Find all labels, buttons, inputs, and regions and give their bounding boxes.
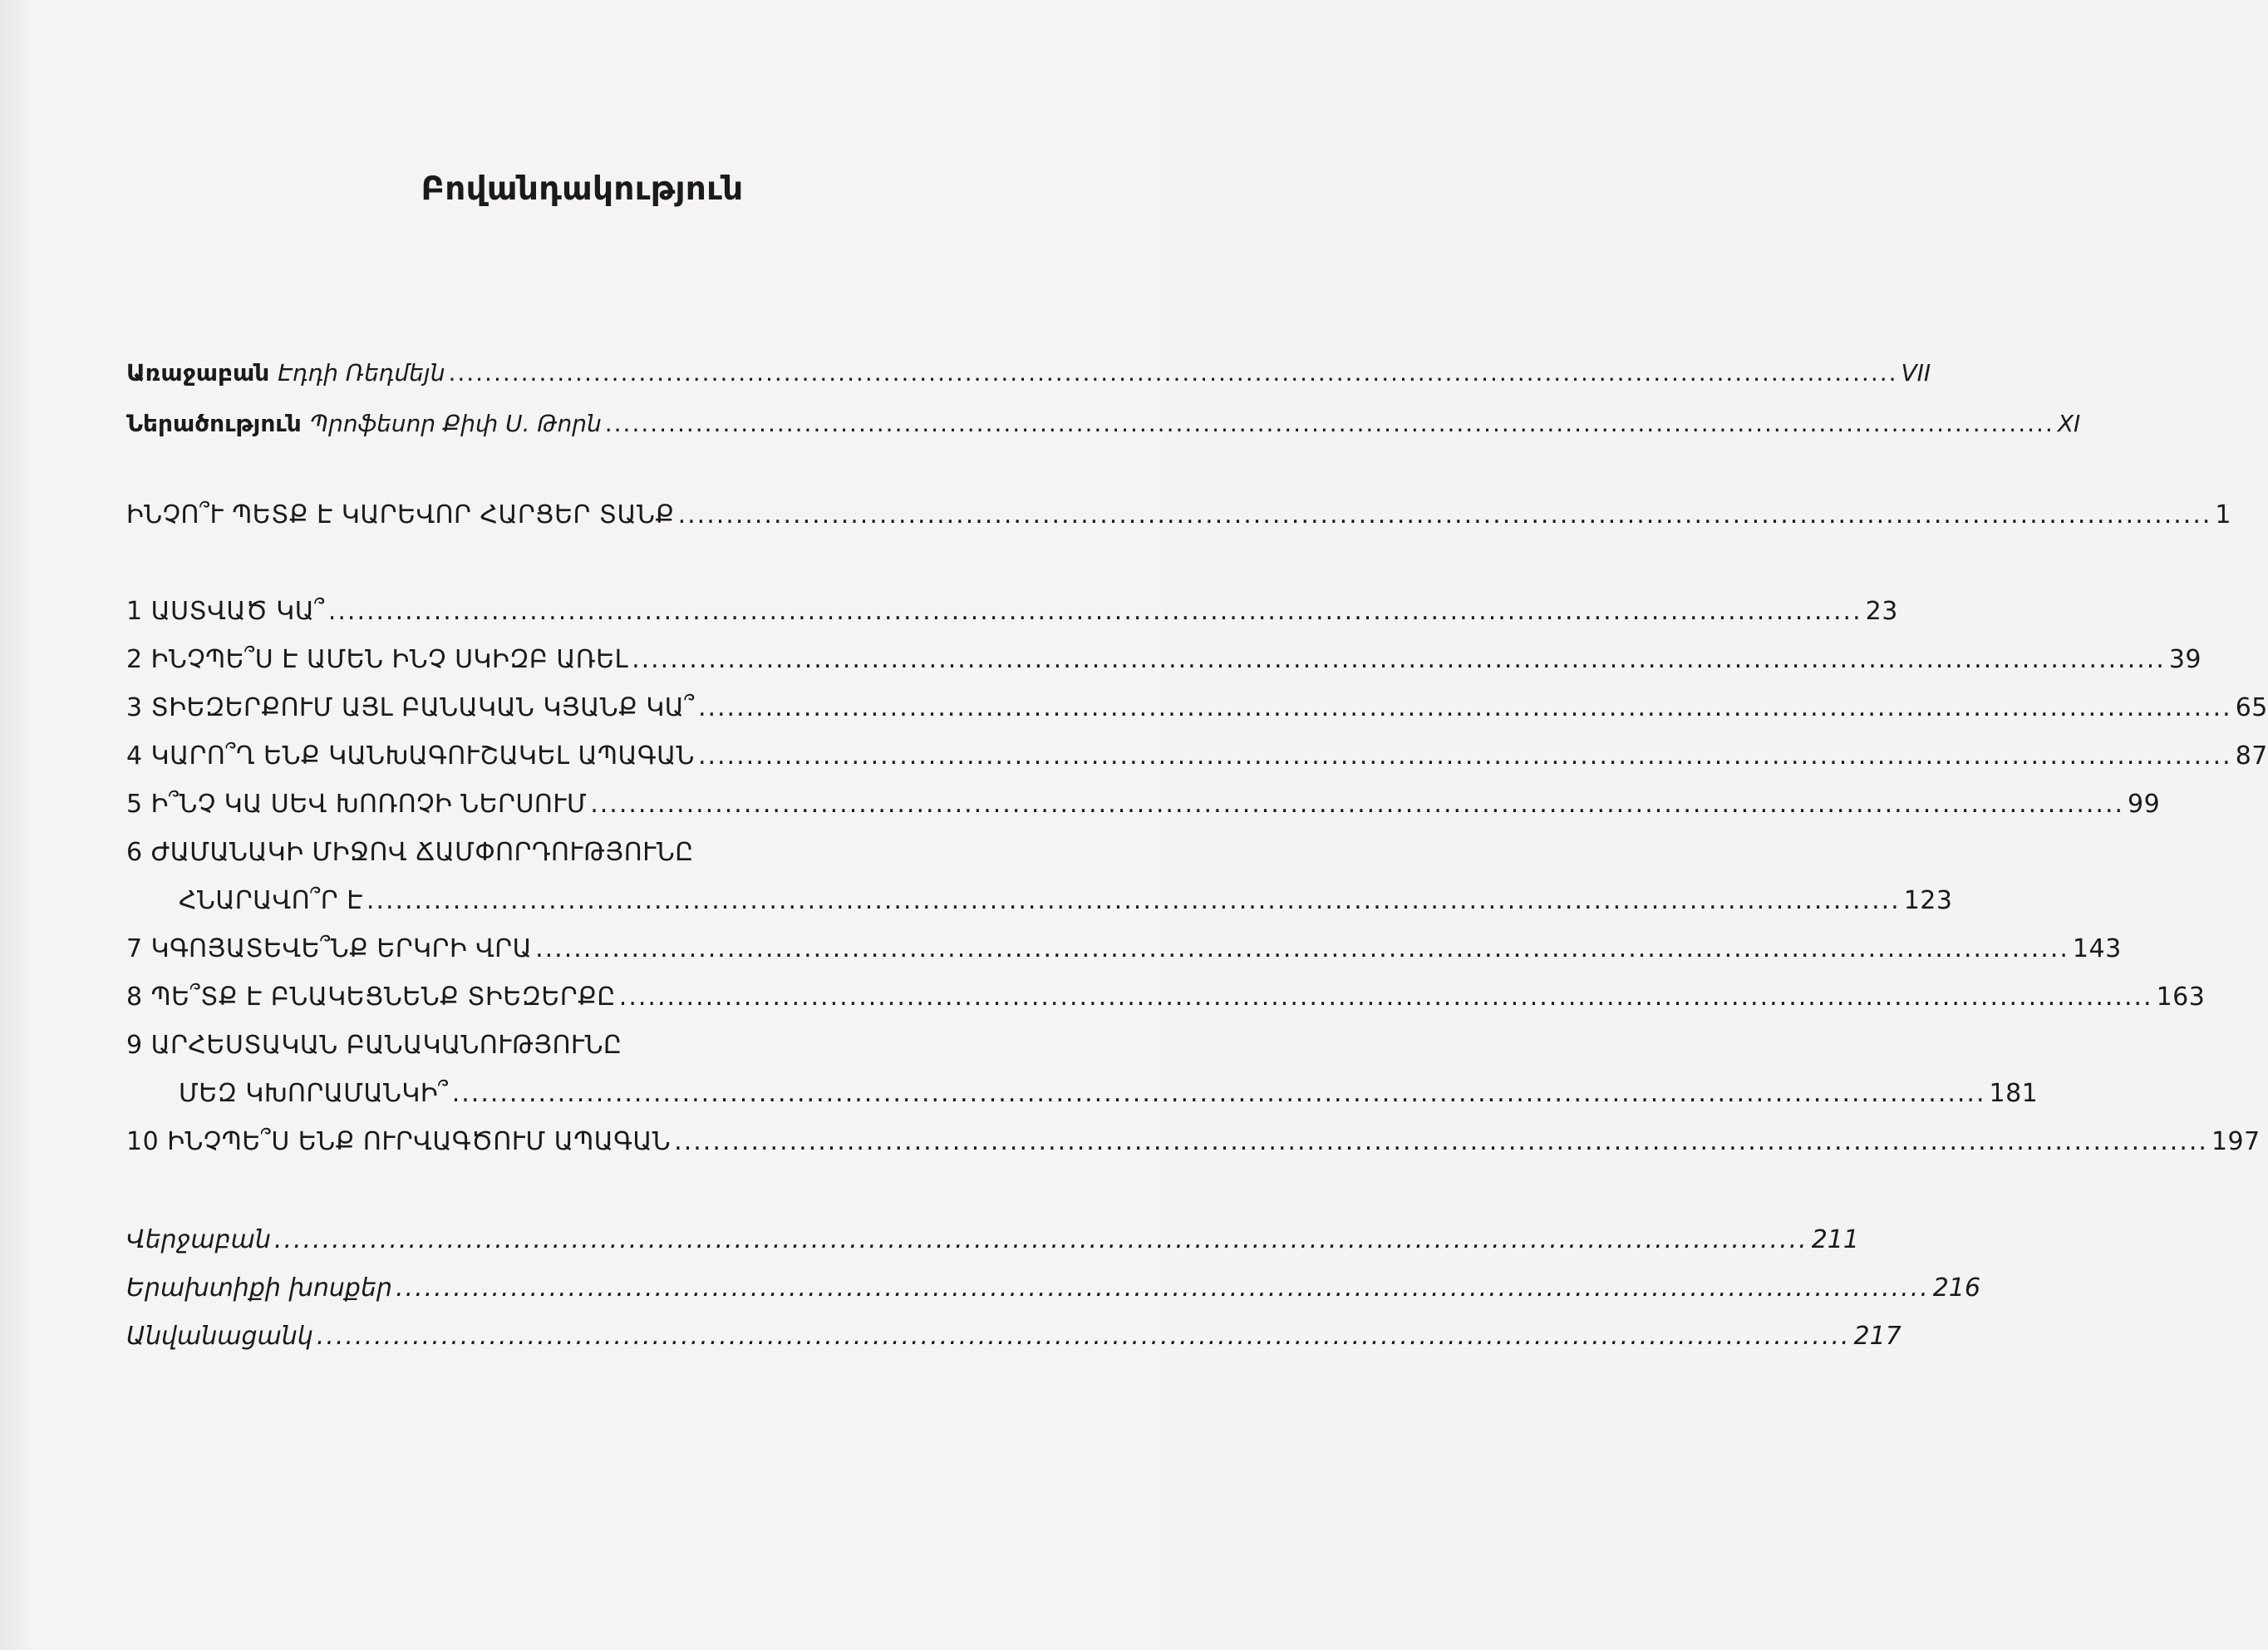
toc-entry-page: 217 [1853, 1322, 1901, 1351]
toc-entry-chapter-4 [126, 741, 2268, 771]
toc-entry-index [126, 1322, 1901, 1351]
dot-leader: ................................................................................................................................................................ [697, 693, 2232, 722]
toc-entry-label: 5 Ի՞ՆՉ ԿԱ ՍԵՎ ԽՈՌՈՉԻ ՆԵՐՍՈՒՄ [126, 790, 588, 819]
dot-leader: ................................................................................................................................................................ [677, 500, 2212, 529]
toc-entry-chapter-6 [179, 886, 1953, 915]
toc-entry-label: 7 ԿԳՈՅԱՏԵՎԵ՞ՆՔ ԵՐԿՐԻ ՎՐԱ [126, 934, 533, 963]
toc-entry-page: 39 [2168, 645, 2202, 674]
dot-leader: ................................................................................................................................................................ [604, 410, 2054, 437]
toc-entry-chapter-7 [126, 934, 2122, 963]
toc-entry-label: 3 ՏԻԵԶԵՐՔՈՒՄ ԱՅԼ ԲԱՆԱԿԱՆ ԿՅԱՆՔ ԿԱ՞ [126, 693, 695, 722]
toc-entry-page: XI [2057, 410, 2081, 437]
page-title: Բովանդակություն [421, 170, 744, 208]
toc-entry-page: 143 [2072, 934, 2122, 963]
toc-entry-label: 1 ԱՍՏՎԱԾ ԿԱ՞ [126, 597, 325, 626]
dot-leader: ................................................................................................................................................................ [396, 1273, 1930, 1303]
toc-entry-label: Ներածություն [126, 410, 302, 437]
dot-leader: ................................................................................................................................................................ [448, 359, 1898, 387]
dot-leader: ................................................................................................................................................................ [674, 1127, 2208, 1156]
toc-entry-chapter-1 [126, 597, 1898, 626]
dot-leader: ................................................................................................................................................................ [632, 645, 2166, 674]
toc-entry-page: 181 [1989, 1079, 2039, 1108]
toc-entry-foreword [126, 359, 1931, 387]
dot-leader: ................................................................................................................................................................ [366, 886, 1901, 915]
toc-entry-chapter-2 [126, 645, 2202, 674]
dot-leader: ................................................................................................................................................................ [697, 741, 2232, 771]
toc-entry-introduction [126, 410, 2081, 437]
toc-entry-label: 4 ԿԱՐՈ՞Ղ ԵՆՔ ԿԱՆԽԱԳՈՒՇԱԿԵԼ ԱՊԱԳԱՆ [126, 741, 695, 771]
toc-entry-preface-chapter [126, 500, 2231, 529]
toc-entry-page: 216 [1932, 1273, 1981, 1303]
dot-leader: ................................................................................................................................................................ [316, 1322, 1851, 1351]
toc-entry-label: 10 ԻՆՉՊԵ՞Ս ԵՆՔ ՈՒՐՎԱԳԾՈՒՄ ԱՊԱԳԱՆ [126, 1127, 672, 1156]
toc-entry-label: 8 ՊԵ՞ՏՔ Է ԲՆԱԿԵՑՆԵՆՔ ՏԻԵԶԵՐՔԸ [126, 983, 616, 1012]
toc-entry-page: 1 [2215, 500, 2231, 529]
toc-entry-chapter-6-line1: 6 ԺԱՄԱՆԱԿԻ ՄԻՋՈՎ ՃԱՄՓՈՐԴՈՒԹՅՈՒՆԸ [126, 838, 694, 867]
dot-leader: ................................................................................................................................................................ [327, 597, 1862, 626]
dot-leader: ................................................................................................................................................................ [590, 790, 2125, 819]
toc-entry-label: Անվանացանկ [126, 1322, 313, 1351]
toc-entry-page: 197 [2211, 1127, 2261, 1156]
toc-entry-chapter-5 [126, 790, 2161, 819]
toc-entry-label: ՄԵԶ ԿԽՈՐԱՄԱՆԿԻ՞ [179, 1079, 449, 1108]
toc-entry-chapter-9-line1: 9 ԱՐՀԵՍՏԱԿԱՆ ԲԱՆԱԿԱՆՈՒԹՅՈՒՆԸ [126, 1031, 622, 1060]
toc-entry-chapter-3 [126, 693, 2268, 722]
toc-entry-chapter-10 [126, 1127, 2261, 1156]
toc-entry-label: ԻՆՉՈ՞Ւ ՊԵՏՔ Է ԿԱՐԵՎՈՐ ՀԱՐՑԵՐ ՏԱՆՔ [126, 500, 675, 529]
toc-entry-afterword [126, 1225, 1859, 1254]
toc-entry-chapter-8 [126, 983, 2206, 1012]
toc-entry-page: 163 [2156, 983, 2206, 1012]
toc-entry-chapter-9 [179, 1079, 2039, 1108]
toc-entry-author: Պրոֆեսոր Քիփ Ս. Թորն [309, 410, 602, 437]
toc-entry-page: 123 [1903, 886, 1953, 915]
dot-leader: ................................................................................................................................................................ [273, 1225, 1808, 1254]
toc-entry-acknowledgements [126, 1273, 1981, 1303]
toc-entry-page: VII [1901, 359, 1931, 387]
toc-entry-label: Երախտիքի խոսքեր [126, 1273, 392, 1303]
toc-entry-page: 99 [2128, 790, 2161, 819]
toc-entry-page: 87 [2235, 741, 2268, 771]
dot-leader: ................................................................................................................................................................ [535, 934, 2069, 963]
toc-entry-label: 2 ԻՆՉՊԵ՞Ս Է ԱՄԵՆ ԻՆՉ ՍԿԻԶԲ ԱՌԵԼ [126, 645, 629, 674]
toc-entry-author: Էդդի Ռեդմեյն [278, 359, 445, 387]
toc-entry-label: ՀՆԱՐԱՎՈ՞Ր Է [179, 886, 363, 915]
toc-entry-page: 65 [2235, 693, 2268, 722]
toc-entry-page: 211 [1811, 1225, 1859, 1254]
dot-leader: ................................................................................................................................................................ [618, 983, 2153, 1012]
toc-entry-page: 23 [1865, 597, 1898, 626]
toc-entry-label: Առաջաբան [126, 359, 270, 387]
dot-leader: ................................................................................................................................................................ [451, 1079, 1986, 1108]
toc-entry-label: Վերջաբան [126, 1225, 271, 1254]
